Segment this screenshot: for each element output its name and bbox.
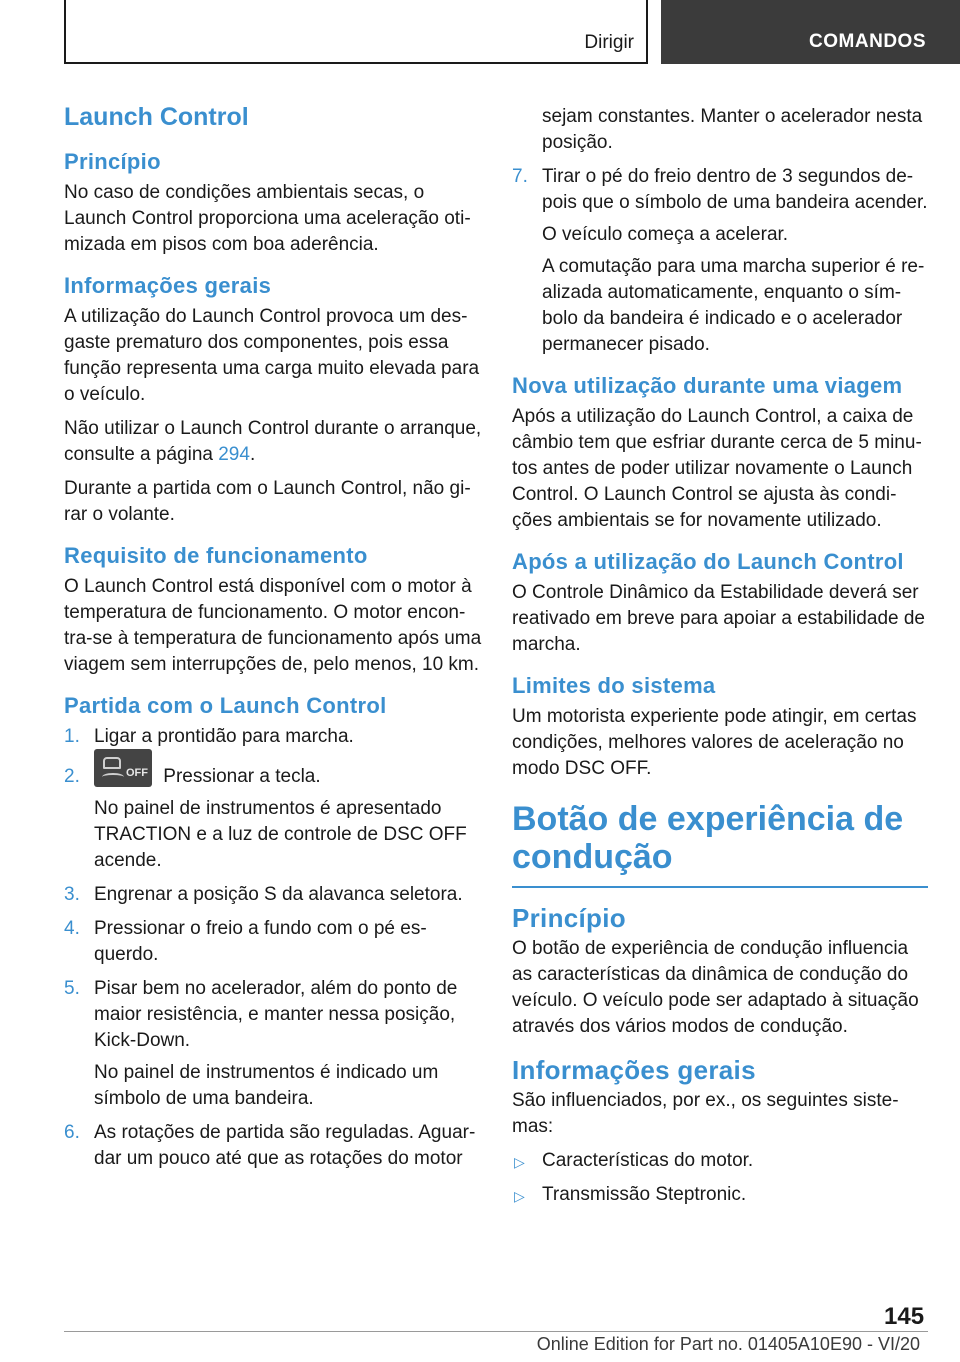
step-number: 4.	[64, 918, 80, 939]
step-text: Pressionar a tecla.	[163, 766, 321, 787]
paragraph: A utilização do Launch Control provoca um desgaste prematuro dos componentes, pois essa função representa uma carga muito elevada para o veículo.	[64, 306, 480, 405]
page-number: 145	[884, 1303, 925, 1330]
footer-edition: Online Edition for Part no. 01405A10E90 - VI/20	[536, 1334, 920, 1354]
left-column	[64, 100, 484, 1180]
step-text: Pisar bem no acelerador, além do ponto de maior resistência, e manter nessa posição, Kick-Down.	[94, 978, 458, 1051]
paragraph: O Controle Dinâmico da Estabilidade deverá ser reativado em breve para apoiar a estabilidade de marcha.	[512, 582, 925, 655]
step-number: 6.	[64, 1122, 80, 1143]
triangle-bullet-icon: ▷	[514, 1188, 525, 1204]
header-box	[64, 0, 648, 64]
step-number: 3.	[64, 884, 80, 905]
text: .	[249, 444, 256, 465]
paragraph: São influenciados, por ex., os seguintes sistemas:	[512, 1090, 899, 1137]
header-section: Dirigir	[584, 32, 634, 53]
bullet-item	[512, 1148, 928, 1174]
heading-requisito: Requisito de funcionamento	[64, 543, 368, 568]
chapter-title: Botão de experiência de condução	[512, 800, 928, 888]
step-text: Engrenar a posição S da alavanca seletora.	[94, 884, 463, 905]
section-title-launch-control: Launch Control	[64, 103, 249, 131]
list-item-continued	[512, 104, 928, 156]
step-number: 1.	[64, 726, 80, 747]
paragraph: O botão de experiência de condução influencia as características da dinâmica de condução do veículo. O veículo pode ser adaptado à situação através dos vários modos de condução.	[512, 938, 919, 1037]
heading-apos-utilizacao: Após a utilização do Launch Control	[512, 549, 904, 574]
bullet-item	[512, 1182, 928, 1208]
step-number: 2.	[64, 766, 80, 787]
step-subtext: No painel de instrumentos é apresentado TRACTION e a luz de controle de DSC OFF acende.	[94, 798, 467, 871]
paragraph: O Launch Control está disponível com o motor à temperatura de funcionamento. O motor encontra-se à temperatura de funcionamento após uma viagem sem interrupções de, pelo menos, 10 km.	[64, 576, 482, 675]
list-item	[64, 916, 484, 968]
step-text: Ligar a prontidão para marcha.	[94, 726, 354, 747]
paragraph-with-ref	[64, 416, 484, 468]
off-label: OFF	[126, 766, 148, 779]
heading-limites: Limites do sistema	[512, 673, 716, 698]
paragraph: Durante a partida com o Launch Control, não girar o volante.	[64, 478, 471, 525]
heading-partida: Partida com o Launch Control	[64, 693, 387, 718]
step-text: Pressionar o freio a fundo com o pé esquerdo.	[94, 918, 427, 965]
step-subtext: No painel de instrumentos é indicado um símbolo de uma bandeira.	[94, 1062, 439, 1109]
list-item	[64, 882, 484, 908]
heading-principio: Princípio	[64, 149, 161, 174]
step-subtext: A comutação para uma marcha superior é realizada automaticamente, enquanto o símbolo da bandeira é indicado e o acelerador permanecer pisado.	[542, 256, 925, 355]
heading-principio-2: Princípio	[512, 903, 626, 933]
paragraph: Após a utilização do Launch Control, a caixa de câmbio tem que esfriar durante cerca de 5 minutos antes de poder utilizar novamente o Launch Control. O Launch Control se ajusta às condições ambientais se for novamente utilizado.	[512, 406, 922, 531]
footer-divider	[64, 1331, 928, 1332]
step-text: sejam constantes. Manter o acelerador nesta posição.	[542, 106, 923, 153]
list-item	[64, 724, 484, 750]
right-column	[512, 102, 928, 1216]
step-text: As rotações de partida são reguladas. Aguardar um pouco até que as rotações do motor	[94, 1122, 476, 1169]
list-item	[64, 1120, 484, 1172]
paragraph: No caso de condições ambientais secas, o Launch Control proporciona uma aceleração otimizada em pisos com boa aderência.	[64, 182, 471, 255]
list-item	[512, 164, 928, 358]
step-subtext: O veículo começa a acelerar.	[542, 224, 789, 245]
bullet-text: Características do motor.	[542, 1150, 754, 1171]
car-icon	[103, 757, 121, 769]
header-chapter-tab: COMANDOS	[661, 0, 960, 64]
dsc-off-button-icon	[94, 749, 152, 787]
skid-lines-icon	[102, 773, 124, 781]
step-number: 5.	[64, 978, 80, 999]
list-item	[64, 764, 484, 874]
bullet-text: Transmissão Steptronic.	[542, 1184, 747, 1205]
step-text: Tirar o pé do freio dentro de 3 segundos depois que o símbolo de uma bandeira acender.	[542, 166, 928, 213]
page-reference-link[interactable]: 294	[218, 444, 250, 465]
list-item	[64, 976, 484, 1112]
paragraph: Um motorista experiente pode atingir, em certas condições, melhores valores de aceleração no modo DSC OFF.	[512, 706, 917, 779]
text: Não utilizar o Launch Control durante o arranque, consulte a página	[64, 418, 482, 465]
heading-informacoes-gerais: Informações gerais	[64, 273, 272, 298]
heading-nova-utilizacao: Nova utilização durante uma viagem	[512, 373, 903, 398]
step-number: 7.	[512, 166, 528, 187]
heading-informacoes-gerais-2: Informações gerais	[512, 1055, 756, 1085]
triangle-bullet-icon: ▷	[514, 1154, 525, 1170]
